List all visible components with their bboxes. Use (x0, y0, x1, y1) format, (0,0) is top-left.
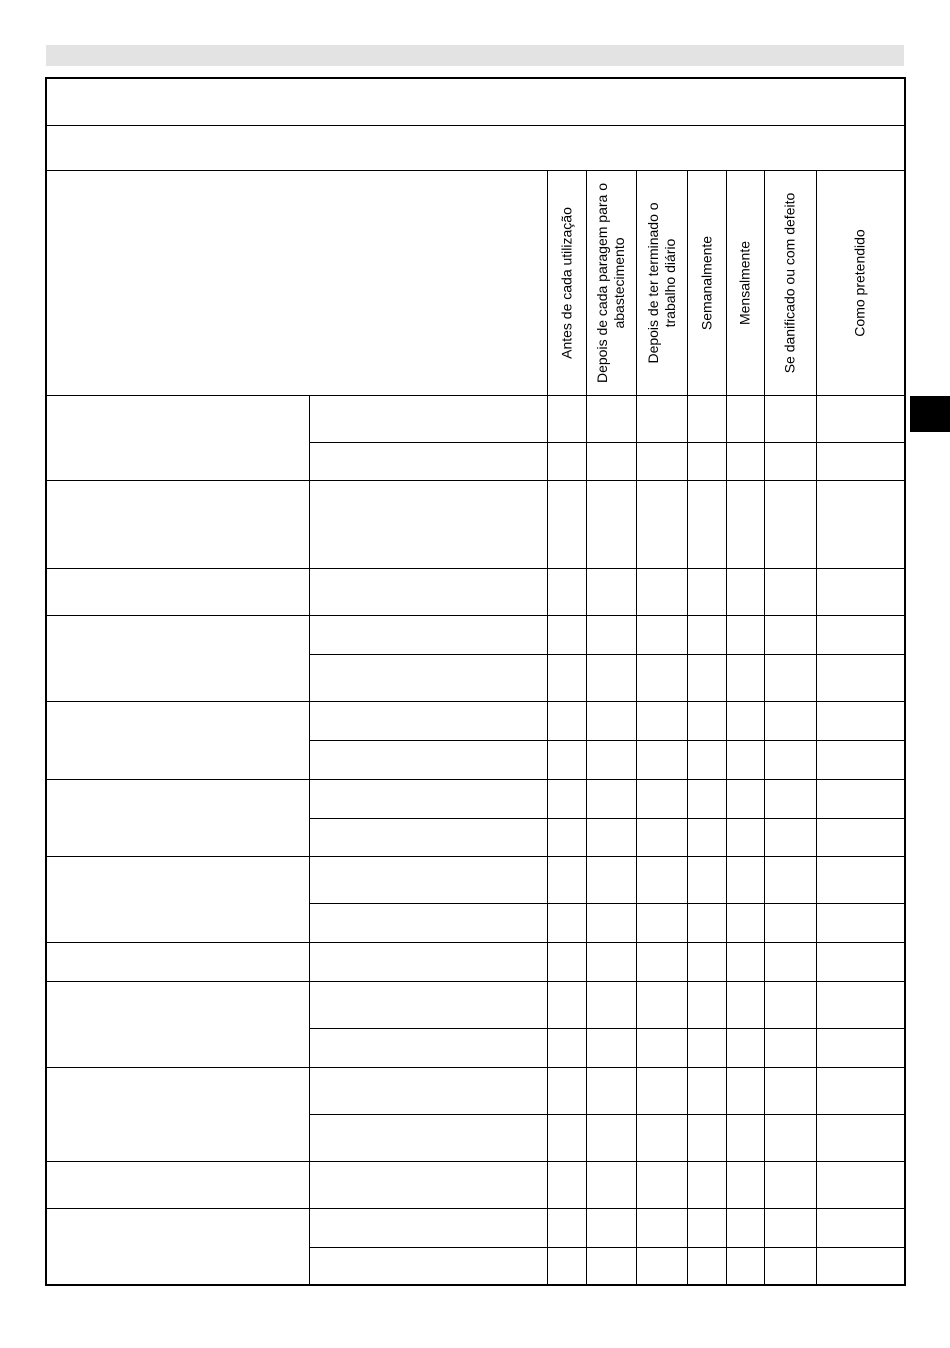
table-row (46, 615, 905, 654)
col-header-label: Antes de cada utilização (558, 206, 574, 359)
action-cell (309, 480, 547, 568)
action-cell (309, 981, 547, 1028)
component-cell (46, 779, 309, 856)
col-header-end-of-day (636, 170, 687, 395)
action-cell (309, 1161, 547, 1208)
component-cell (46, 981, 309, 1067)
col-header-label: Mensalmente (736, 240, 753, 325)
col-header-label: Depois de ter terminado o trabalho diário (644, 201, 678, 364)
action-cell (309, 779, 547, 818)
col-header-label: Se danificado ou com defeito (781, 192, 798, 373)
table-row (46, 779, 905, 818)
col-header-as-required (816, 170, 905, 395)
header-band (46, 45, 904, 66)
action-cell (309, 818, 547, 856)
col-header-before-use (547, 170, 586, 395)
action-cell (309, 1028, 547, 1067)
table-row (46, 395, 905, 442)
action-cell (309, 856, 547, 903)
col-header-if-damaged (764, 170, 816, 395)
component-cell (46, 615, 309, 701)
col-header-label: Depois de cada paragem para o abastecimento (594, 182, 627, 383)
table-row (46, 942, 905, 981)
action-cell (309, 615, 547, 654)
action-cell (309, 395, 547, 442)
action-cell (309, 1114, 547, 1161)
col-header-label: Como pretendido (851, 228, 868, 337)
component-cell (46, 942, 309, 981)
col-header-after-refuel (586, 170, 636, 395)
action-cell (309, 740, 547, 779)
table-row (46, 1161, 905, 1208)
component-cell (46, 568, 309, 615)
action-cell (309, 654, 547, 701)
table-row (46, 981, 905, 1028)
table-title-row (46, 78, 905, 125)
table-row (46, 1067, 905, 1114)
component-cell (46, 856, 309, 942)
table-row (46, 856, 905, 903)
col-header-label: Semanalmente (698, 235, 714, 330)
col-header-monthly (726, 170, 764, 395)
component-cell (46, 1208, 309, 1285)
action-cell (309, 903, 547, 942)
action-cell (309, 1067, 547, 1114)
table-row (46, 701, 905, 740)
table-row (46, 568, 905, 615)
action-cell (309, 1208, 547, 1247)
table-row (46, 480, 905, 568)
component-cell (46, 395, 309, 480)
component-cell (46, 480, 309, 568)
section-tab-marker (910, 396, 950, 432)
table-row (46, 1208, 905, 1247)
action-cell (309, 942, 547, 981)
action-cell (309, 442, 547, 480)
table-subtitle-row (46, 125, 905, 170)
component-cell (46, 1161, 309, 1208)
maintenance-schedule-table (45, 77, 906, 1286)
action-cell (309, 701, 547, 740)
action-cell (309, 1247, 547, 1285)
component-cell (46, 701, 309, 779)
col-header-weekly (687, 170, 726, 395)
column-header-row (46, 170, 905, 395)
action-cell (309, 568, 547, 615)
component-cell (46, 1067, 309, 1161)
header-blank-cell (46, 170, 547, 395)
